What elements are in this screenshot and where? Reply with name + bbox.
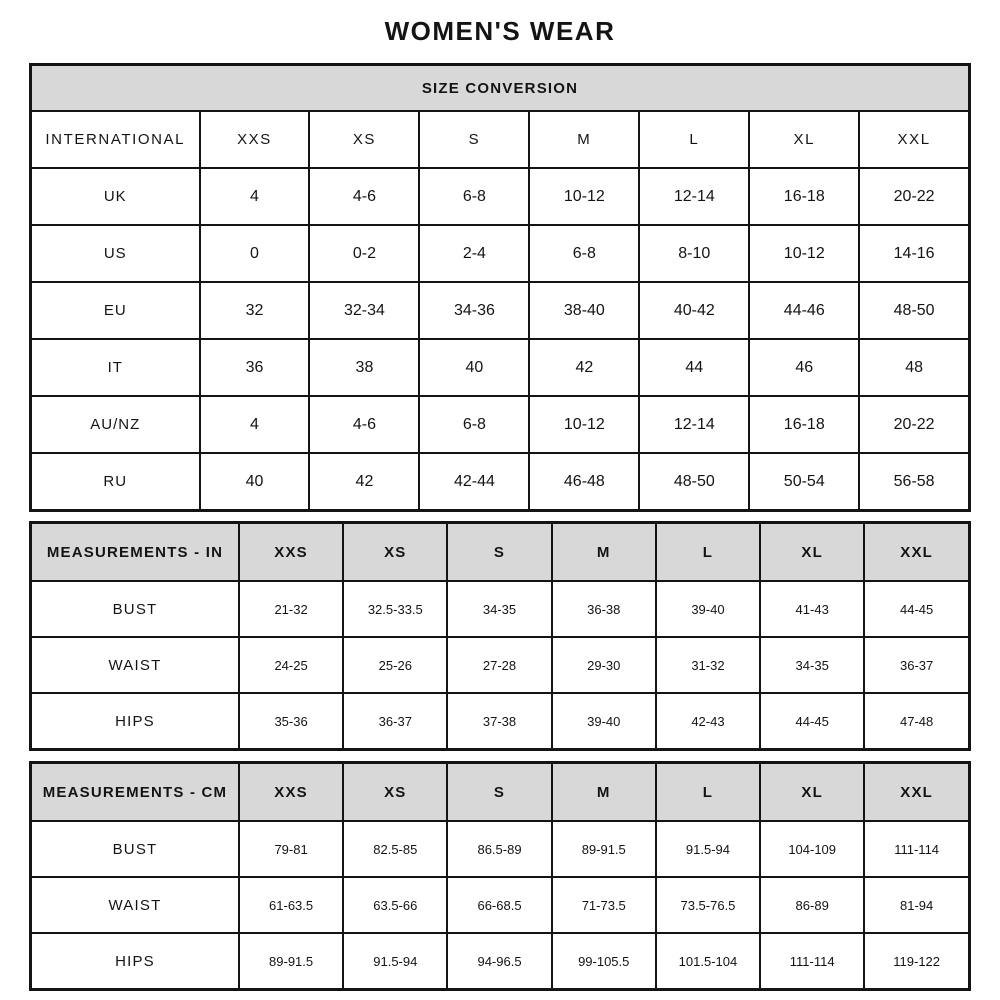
- size-cell: 32-34: [309, 282, 419, 339]
- size-cell: 6-8: [419, 168, 529, 225]
- size-cell: 36: [200, 339, 310, 396]
- measure-cell: 41-43: [760, 581, 864, 637]
- size-cell: 6-8: [419, 396, 529, 453]
- table-row-bust: [31, 821, 970, 877]
- header-cell-xxs: XXS: [239, 523, 343, 582]
- row-label: EU: [31, 282, 200, 339]
- table-row-bust: [31, 581, 970, 637]
- header-cell-l: L: [639, 111, 749, 168]
- measure-cell: 86.5-89: [447, 821, 551, 877]
- measure-cell: 119-122: [864, 933, 969, 990]
- size-cell: 14-16: [859, 225, 969, 282]
- measure-cell: 36-37: [864, 637, 969, 693]
- table-row-aunz: [31, 396, 970, 453]
- header-cell-xs: XS: [309, 111, 419, 168]
- table-banner-row: [31, 65, 970, 112]
- header-cell-m: M: [552, 763, 656, 822]
- size-cell: 8-10: [639, 225, 749, 282]
- header-cell-xxs: XXS: [239, 763, 343, 822]
- measure-cell: 91.5-94: [656, 821, 760, 877]
- row-label: WAIST: [31, 877, 239, 933]
- measure-cell: 36-37: [343, 693, 447, 750]
- size-conversion-banner: SIZE CONVERSION: [31, 65, 970, 112]
- size-chart-page: [29, 0, 971, 991]
- header-cell-measurements-cm: MEASUREMENTS - CM: [31, 763, 239, 822]
- header-cell-m: M: [529, 111, 639, 168]
- size-cell: 2-4: [419, 225, 529, 282]
- header-cell-measurements-in: MEASUREMENTS - IN: [31, 523, 239, 582]
- measure-cell: 94-96.5: [447, 933, 551, 990]
- size-cell: 4: [200, 396, 310, 453]
- measurements-in-table: [29, 521, 971, 751]
- table-header-row: [31, 523, 970, 582]
- table-row-waist: [31, 877, 970, 933]
- measure-cell: 36-38: [552, 581, 656, 637]
- measure-cell: 21-32: [239, 581, 343, 637]
- measure-cell: 24-25: [239, 637, 343, 693]
- header-cell-s: S: [447, 763, 551, 822]
- table-row-eu: [31, 282, 970, 339]
- measure-cell: 71-73.5: [552, 877, 656, 933]
- header-cell-xs: XS: [343, 763, 447, 822]
- measure-cell: 104-109: [760, 821, 864, 877]
- size-cell: 10-12: [749, 225, 859, 282]
- size-cell: 4: [200, 168, 310, 225]
- measure-cell: 32.5-33.5: [343, 581, 447, 637]
- size-conversion-table: [29, 63, 971, 512]
- measure-cell: 89-91.5: [552, 821, 656, 877]
- measure-cell: 111-114: [760, 933, 864, 990]
- measure-cell: 39-40: [656, 581, 760, 637]
- size-cell: 16-18: [749, 396, 859, 453]
- measure-cell: 91.5-94: [343, 933, 447, 990]
- measure-cell: 31-32: [656, 637, 760, 693]
- size-cell: 6-8: [529, 225, 639, 282]
- size-cell: 12-14: [639, 168, 749, 225]
- table-row-uk: [31, 168, 970, 225]
- measure-cell: 47-48: [864, 693, 969, 750]
- measure-cell: 29-30: [552, 637, 656, 693]
- size-cell: 56-58: [859, 453, 969, 511]
- row-label: AU/NZ: [31, 396, 200, 453]
- size-cell: 34-36: [419, 282, 529, 339]
- measure-cell: 37-38: [447, 693, 551, 750]
- row-label: IT: [31, 339, 200, 396]
- header-cell-international: INTERNATIONAL: [31, 111, 200, 168]
- row-label: WAIST: [31, 637, 239, 693]
- measure-cell: 35-36: [239, 693, 343, 750]
- size-cell: 48-50: [859, 282, 969, 339]
- header-cell-xl: XL: [749, 111, 859, 168]
- header-cell-xl: XL: [760, 523, 864, 582]
- size-cell: 38: [309, 339, 419, 396]
- header-cell-xs: XS: [343, 523, 447, 582]
- size-cell: 20-22: [859, 396, 969, 453]
- header-cell-m: M: [552, 523, 656, 582]
- size-cell: 44: [639, 339, 749, 396]
- row-label: HIPS: [31, 933, 239, 990]
- page-title: WOMEN'S WEAR: [384, 16, 616, 46]
- table-row-ru: [31, 453, 970, 511]
- header-cell-l: L: [656, 763, 760, 822]
- measure-cell: 44-45: [864, 581, 969, 637]
- measurements-cm-table: [29, 761, 971, 991]
- measure-cell: 101.5-104: [656, 933, 760, 990]
- row-label: US: [31, 225, 200, 282]
- size-cell: 12-14: [639, 396, 749, 453]
- size-cell: 32: [200, 282, 310, 339]
- row-label: UK: [31, 168, 200, 225]
- size-cell: 40: [200, 453, 310, 511]
- row-label: BUST: [31, 821, 239, 877]
- table-row-us: [31, 225, 970, 282]
- table-row-hips: [31, 693, 970, 750]
- size-cell: 48: [859, 339, 969, 396]
- size-cell: 42-44: [419, 453, 529, 511]
- header-cell-xl: XL: [760, 763, 864, 822]
- measure-cell: 63.5-66: [343, 877, 447, 933]
- size-cell: 42: [309, 453, 419, 511]
- measure-cell: 73.5-76.5: [656, 877, 760, 933]
- size-cell: 46-48: [529, 453, 639, 511]
- measure-cell: 111-114: [864, 821, 969, 877]
- measure-cell: 27-28: [447, 637, 551, 693]
- size-cell: 4-6: [309, 396, 419, 453]
- measure-cell: 39-40: [552, 693, 656, 750]
- measure-cell: 34-35: [760, 637, 864, 693]
- size-cell: 0: [200, 225, 310, 282]
- table-header-row: [31, 763, 970, 822]
- measure-cell: 61-63.5: [239, 877, 343, 933]
- size-cell: 0-2: [309, 225, 419, 282]
- table-row-waist: [31, 637, 970, 693]
- header-cell-xxl: XXL: [864, 523, 969, 582]
- measure-cell: 82.5-85: [343, 821, 447, 877]
- measure-cell: 79-81: [239, 821, 343, 877]
- size-cell: 10-12: [529, 396, 639, 453]
- size-cell: 38-40: [529, 282, 639, 339]
- table-row-it: [31, 339, 970, 396]
- row-label: BUST: [31, 581, 239, 637]
- header-cell-xxl: XXL: [864, 763, 969, 822]
- measure-cell: 34-35: [447, 581, 551, 637]
- row-label: HIPS: [31, 693, 239, 750]
- row-label: RU: [31, 453, 200, 511]
- size-cell: 20-22: [859, 168, 969, 225]
- size-cell: 48-50: [639, 453, 749, 511]
- measure-cell: 99-105.5: [552, 933, 656, 990]
- measure-cell: 89-91.5: [239, 933, 343, 990]
- size-cell: 42: [529, 339, 639, 396]
- measure-cell: 81-94: [864, 877, 969, 933]
- measure-cell: 44-45: [760, 693, 864, 750]
- size-cell: 4-6: [309, 168, 419, 225]
- size-cell: 40: [419, 339, 529, 396]
- measure-cell: 42-43: [656, 693, 760, 750]
- header-cell-xxs: XXS: [200, 111, 310, 168]
- measure-cell: 66-68.5: [447, 877, 551, 933]
- size-cell: 10-12: [529, 168, 639, 225]
- size-cell: 40-42: [639, 282, 749, 339]
- header-cell-xxl: XXL: [859, 111, 969, 168]
- size-cell: 16-18: [749, 168, 859, 225]
- measure-cell: 86-89: [760, 877, 864, 933]
- table-row-hips: [31, 933, 970, 990]
- size-cell: 46: [749, 339, 859, 396]
- table-header-row: [31, 111, 970, 168]
- size-cell: 50-54: [749, 453, 859, 511]
- header-cell-s: S: [419, 111, 529, 168]
- header-cell-s: S: [447, 523, 551, 582]
- measure-cell: 25-26: [343, 637, 447, 693]
- size-cell: 44-46: [749, 282, 859, 339]
- header-cell-l: L: [656, 523, 760, 582]
